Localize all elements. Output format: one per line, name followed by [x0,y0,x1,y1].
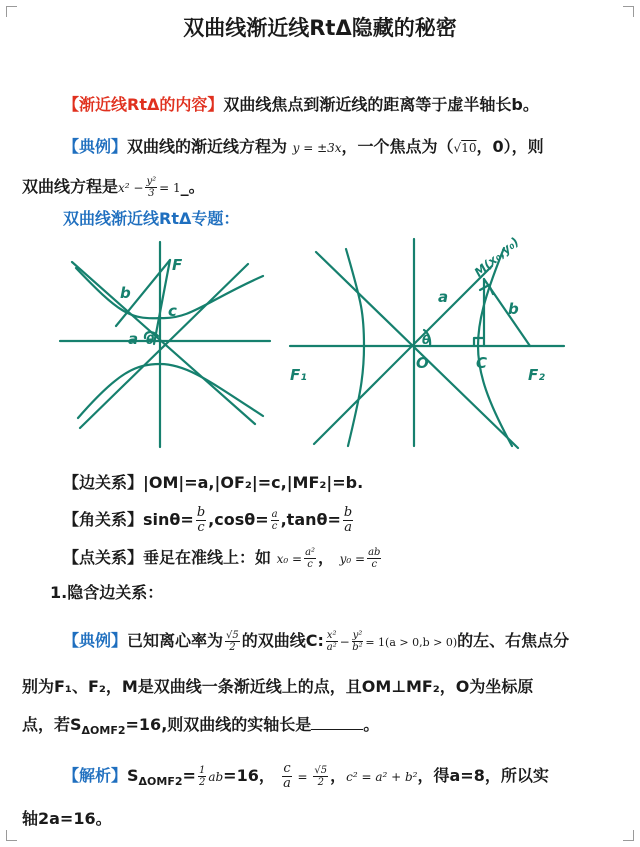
label-a: a [128,330,139,348]
answer-fraction: $\frac{\text{y²}}{3}$ [146,176,157,199]
example1-line2 [22,174,205,199]
example1-bracket: 【典例】 [63,137,128,156]
sin-fraction: $\frac{b}{c}$ [196,505,206,535]
asymptote-line [316,252,518,448]
example2-line2: 别为F₁、F₂，M是双曲线一条渐近线上的点，且OM⊥MF₂，O为坐标原 [22,677,534,696]
page-title: 双曲线渐近线RtΔ隐藏的秘密 [183,16,457,40]
y0-fraction: $\frac{ab}{c}$ [368,547,381,570]
example2-line3-a: 点，若S [22,715,82,734]
equation-fraction-x: $\frac{\text{x²}}{\text{a²}}$ [326,630,337,653]
example1-text-c: ，0），则 [476,137,544,156]
section-heading: 1.隐含边关系： [50,583,164,602]
topic-heading: 双曲线渐近线RtΔ专题： [63,209,240,228]
angle-bracket: 【角关系】 [63,510,144,529]
solution-line2: 轴2a=16。 [22,809,112,828]
example2-line3-end: 。 [363,715,380,734]
tan-label: ,tanθ= [280,510,341,529]
example2-line1 [63,628,569,653]
label-M: M(x₀,y₀) [471,234,522,280]
cos-label: ,cosθ= [208,510,269,529]
root5-fraction: $\frac{√5}{2}$ [314,765,328,788]
equation-minus: − [339,635,350,649]
side-bracket: 【边关系】 [63,473,144,492]
tan-fraction: $\frac{b}{a}$ [343,505,353,535]
asymptote-line [314,266,492,444]
example2-line3-b: =16,则双曲线的实轴长是 [125,715,312,734]
equation-tail: = 1(a > 0,b > 0) [365,636,458,649]
label-a: a [438,288,449,306]
label-theta: θ [422,333,431,347]
example2-bracket: 【典例】 [63,631,128,650]
label-theta: θ [146,333,155,347]
focus-root: √10 [453,141,477,155]
example1-line2-prefix: 双曲线方程是 [22,177,119,196]
figure-left-hyperbola [58,240,272,450]
side-text: |OM|=a,|OF₂|=c,|MF₂|=b. [143,473,364,492]
solution-bracket: 【解析】 [63,766,128,785]
x0-label: x₀ = [276,552,303,566]
solution-line1 [63,762,549,791]
eccentricity-fraction: $\frac{√5}{2}$ [226,630,239,653]
side-relation [63,470,363,493]
sin-label: sinθ= [143,510,194,529]
intro-text: 双曲线焦点到渐近线的距离等于虚半轴长b。 [223,95,539,114]
y0-label: y₀ = [339,552,366,566]
ca-fraction: $\frac{c}{a}$ [283,761,291,791]
solution-text-b: ，得a=8，所以实 [417,766,549,785]
answer-blank [311,715,363,730]
solution-comma: ， [330,766,347,785]
area-label: S [127,766,139,785]
answer-x: x² − [118,181,144,195]
example2-text-b: 的双曲线C: [241,631,324,650]
half-fraction: $\frac{1}{2}$ [198,765,206,788]
area-equals: = [182,766,196,785]
example2-text-a: 已知离心率为 [127,631,224,650]
hyperbola-branch [78,364,263,418]
example1-line2-end: _。 [180,177,205,196]
cos-fraction: $\frac{a}{c}$ [271,509,278,532]
intro-bracket: 【渐近线RtΔ的内容】 [63,95,224,114]
label-c: c [168,302,177,320]
x0-fraction: $\frac{\text{a²}}{c}$ [305,547,316,570]
example1-text-b: ，一个焦点为（ [341,137,454,156]
point-bracket: 【点关系】 [63,548,144,567]
hyperbola-branch [346,249,364,446]
example1-line1 [63,134,544,157]
ca-equals: = [293,770,312,784]
asymptote-line [72,262,255,424]
figure-right-hyperbola [286,234,568,452]
example2-text-c: 的左、右焦点分 [457,631,570,650]
area-subscript: ΔOMF2 [138,775,183,788]
label-C: C [476,354,488,372]
equation-fraction-y: $\frac{\text{y²}}{\text{b²}}$ [352,630,363,653]
pythagoras-equation: c² = a² + b² [346,770,418,784]
angle-relation [63,506,355,535]
area-subscript: ΔOMF2 [81,724,126,737]
example1-text-a: 双曲线的渐近线方程为 [127,137,288,156]
example2-line3 [22,712,379,737]
label-F2: F₂ [528,366,545,384]
point-relation: 【点关系】垂足在准线上：如 x₀ = $\frac{\text{a²}}{c}$ ， y₀ = $\frac{ab}{c}$ [63,547,381,570]
asymptote-equation: y = ±3x [292,141,342,155]
point-text: 垂足在准线上：如 [143,548,272,567]
label-b: b [120,284,131,302]
label-F1: F₁ [290,366,307,384]
area-value: =16， [223,766,275,785]
label-O: O [416,354,429,372]
label-F: F [172,256,183,274]
label-b: b [508,300,519,318]
answer-tail: = 1 [159,181,181,195]
page-corner-mark [623,830,634,841]
ab-term: ab [208,770,224,784]
intro-line [63,92,539,115]
page-corner-mark [6,830,17,841]
